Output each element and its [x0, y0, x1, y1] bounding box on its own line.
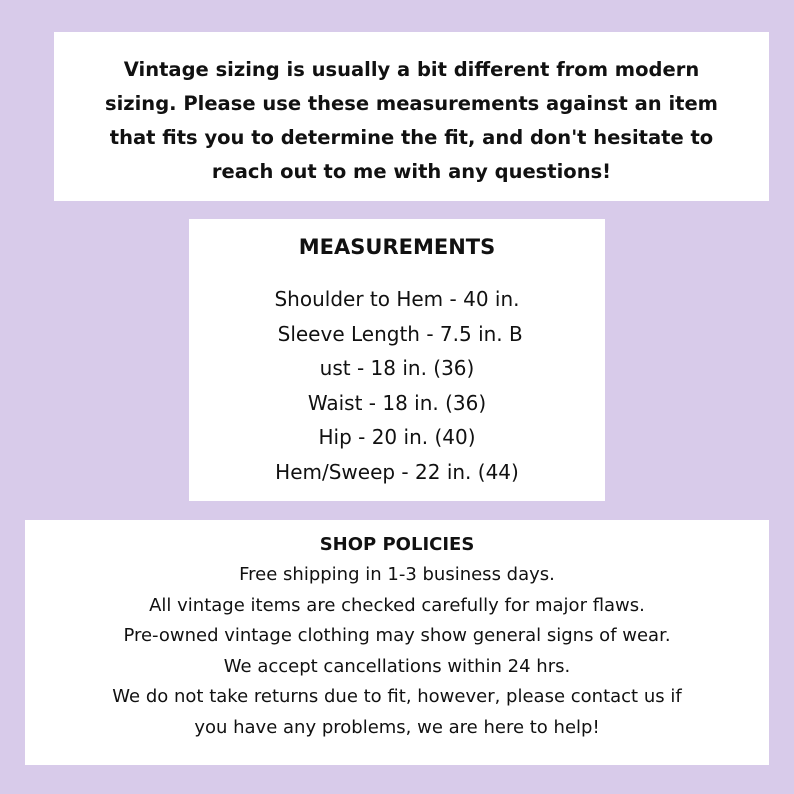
sizing-note-line: reach out to me with any questions!	[211, 160, 612, 183]
sizing-note-line: Vintage sizing is usually a bit different from modern	[123, 58, 700, 81]
measurement-line: Hem/Sweep - 22 in. (44)	[275, 459, 519, 484]
policy-line: you have any problems, we are here to help!	[194, 716, 600, 738]
shop-policies-card	[25, 520, 769, 765]
measurements-card	[189, 219, 605, 501]
policy-line: Pre-owned vintage clothing may show general signs of wear.	[123, 625, 671, 646]
sizing-note-card	[54, 32, 769, 201]
policy-line: We do not take returns due to fit, however, please contact us if	[112, 686, 682, 707]
policy-line: We accept cancellations within 24 hrs.	[223, 655, 571, 677]
sizing-note-line: that fits you to determine the fit, and don't hesitate to	[109, 126, 714, 149]
measurement-line: Shoulder to Hem - 40 in.	[274, 287, 520, 311]
measurement-line: Hip - 20 in. (40)	[318, 425, 476, 449]
measurement-line: ust - 18 in. (36)	[319, 356, 475, 380]
sizing-note-line: sizing. Please use these measurements against an item	[104, 92, 718, 115]
policy-line: Free shipping in 1-3 business days.	[239, 564, 555, 585]
shop-policies-title: SHOP POLICIES	[319, 534, 475, 555]
measurement-line: Waist - 18 in. (36)	[307, 390, 487, 415]
policy-line: All vintage items are checked carefully for major flaws.	[149, 594, 645, 616]
measurements-title: MEASUREMENTS	[298, 235, 496, 259]
measurement-line: Sleeve Length - 7.5 in. B	[271, 321, 523, 346]
